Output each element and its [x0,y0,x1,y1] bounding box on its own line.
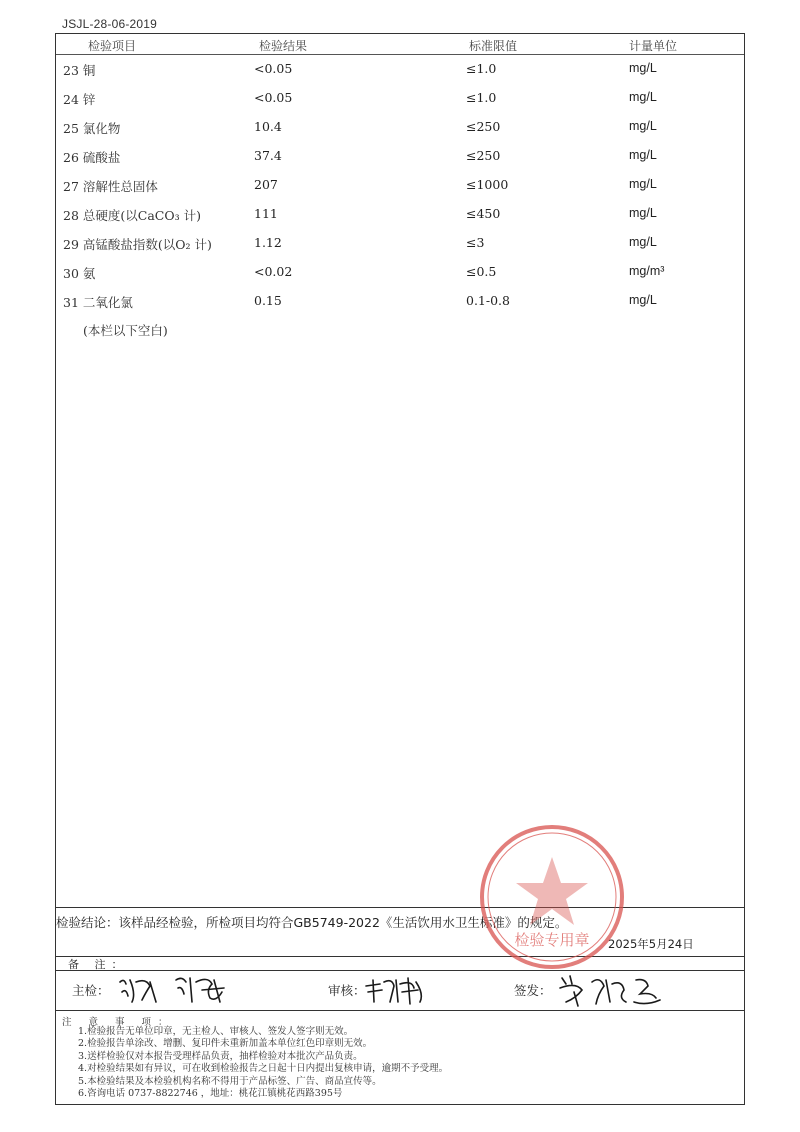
item-unit: mg/m³ [629,264,665,278]
table-row [56,85,744,111]
item-unit: mg/L [629,61,657,75]
item-name: 24 锌 [63,92,96,107]
item-limit: ≤1.0 [466,61,497,76]
reviewer-signature [362,972,432,1008]
note-item: 6.咨询电话 0737-8822746 ，地址：桃花江镇桃花西路395号 [78,1088,343,1100]
item-result: <0.05 [254,90,293,105]
table-header [56,34,744,55]
approver-signature [556,972,666,1010]
conclusion-text: 检验结论：该样品经检验，所检项目均符合GB5749-2022《生活饮用水卫生标准》的规定。 [56,915,568,930]
remarks-row [56,956,744,971]
item-name: 25 氯化物 [63,121,121,136]
notes-list [78,1026,448,1100]
item-unit: mg/L [629,90,657,104]
item-result: 10.4 [254,119,282,134]
note-item: 5.本检验结果及本检验机构名称不得用于产品标签、广告、商品宣传等。 [78,1075,382,1087]
approver-label: 签发： [514,983,552,998]
reviewer-label: 审核： [328,983,366,998]
signature-row [56,970,744,1010]
item-name: 23 铜 [63,63,96,78]
note-item: 3.送样检验仅对本报告受理样品负责，抽样检验对本批次产品负责。 [78,1050,363,1062]
note-item: 1.检验报告无单位印章，无主检人、审核人、签发人签字则无效。 [78,1026,354,1037]
item-name: 30 氨 [63,266,96,281]
document-code: JSJL-28-06-2019 [62,17,158,31]
item-name: 26 硫酸盐 [63,150,121,165]
table-row [56,172,744,198]
item-limit: ≤250 [466,148,501,163]
item-result: 111 [254,206,278,221]
item-unit: mg/L [629,148,657,162]
conclusion-section [56,907,744,957]
item-result: 1.12 [254,235,282,250]
report-frame [55,33,745,1105]
note-item: 2.检验报告单涂改、增删、复印件未重新加盖本单位红色印章则无效。 [78,1038,373,1050]
item-unit: mg/L [629,293,657,307]
item-result: 207 [254,177,278,192]
item-unit: mg/L [629,235,657,249]
table-row [56,288,744,314]
header-item: 检验项目 [88,39,137,53]
star-icon [516,857,588,925]
header-unit: 计量单位 [629,39,678,53]
note-item: 4.对检验结果如有异议，可在收到检验报告之日起十日内提出复核申请，逾期不予受理。 [78,1063,449,1075]
header-result: 检验结果 [259,39,308,53]
table-row [56,56,744,82]
item-name: 28 总硬度(以CaCO₃ 计) [63,208,201,223]
notes-title: 注 意 事 项： [62,1017,175,1028]
item-limit: ≤1000 [466,177,509,192]
header-limit: 标准限值 [469,39,518,53]
item-result: <0.02 [254,264,293,279]
table-row [56,143,744,169]
table-row [56,201,744,227]
item-unit: mg/L [629,206,657,220]
item-limit: ≤0.5 [466,264,497,279]
inspector-label: 主检： [72,983,110,998]
report-date: 2025年5月24日 [608,937,694,951]
item-unit: mg/L [629,119,657,133]
item-limit: ≤250 [466,119,501,134]
item-limit: ≤3 [466,235,485,250]
table-row [56,259,744,285]
item-result: <0.05 [254,61,293,76]
item-name: 27 溶解性总固体 [63,179,158,194]
table-row [56,230,744,256]
item-result: 0.15 [254,293,282,308]
item-limit: ≤450 [466,206,501,221]
notes-section [56,1010,744,1107]
remarks-label: 备 注： [68,958,129,971]
item-unit: mg/L [629,177,657,191]
table-row [56,114,744,140]
inspection-stamp [476,821,628,973]
item-result: 37.4 [254,148,282,163]
inspector-signature [116,972,236,1008]
blank-below-note: (本栏以下空白) [83,323,168,338]
item-name: 31 二氧化氯 [63,295,133,310]
item-limit: ≤1.0 [466,90,497,105]
item-limit: 0.1-0.8 [466,293,510,308]
stamp-text: 检验专用章 [514,931,590,949]
item-name: 29 高锰酸盐指数(以O₂ 计) [63,237,212,252]
